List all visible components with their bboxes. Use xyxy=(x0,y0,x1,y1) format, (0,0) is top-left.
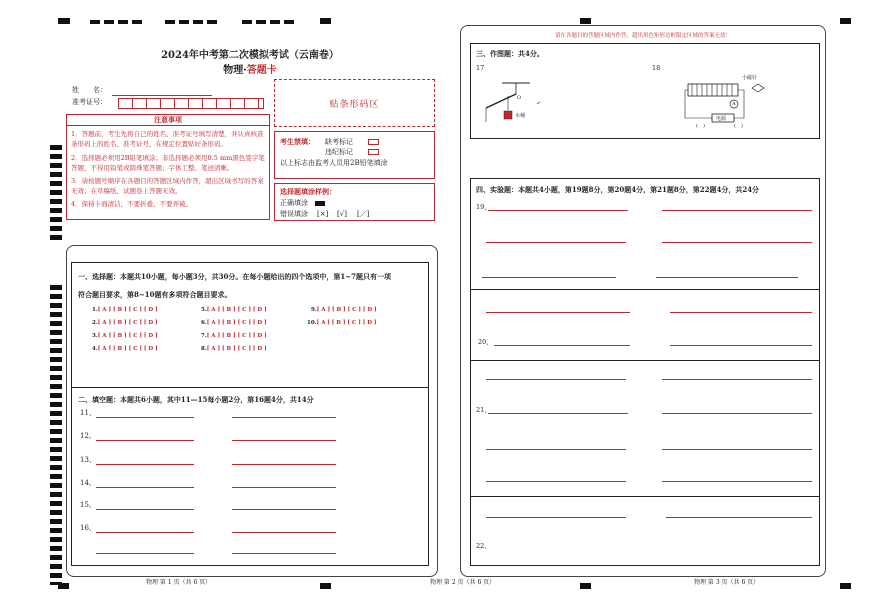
q18-label: 18 xyxy=(652,64,661,72)
notice-box xyxy=(66,114,270,220)
fill-sample-box xyxy=(274,183,435,221)
warning-text: 请在各题目的答题区域内作答，超出黑色矩形边框限定区域的答案无效！ xyxy=(554,33,731,39)
q19-label: 19、 xyxy=(476,203,491,211)
timing-mark xyxy=(580,18,591,24)
blank-13-b[interactable] xyxy=(232,464,336,465)
violation-mark-box[interactable] xyxy=(368,149,379,155)
section3-title: 三、作图题：共4分。 xyxy=(476,49,544,58)
q20-line[interactable] xyxy=(670,345,812,346)
q20-label: 20、 xyxy=(478,338,493,346)
mcq-3[interactable]: 3.[ A ] [ B ] [ C ] [ D ] xyxy=(92,333,158,339)
q21-line[interactable] xyxy=(488,413,628,414)
timing-mark xyxy=(165,20,219,24)
section1-title-line2: 符合题目要求，第8~10题有多项符合题目要求。 xyxy=(78,290,232,299)
notice-item-1: 1．答题前，考生先将自己的姓名、准考证号填写清楚，并认真核准条形码上的姓名、准考证号，在规定位置贴好条形码。 xyxy=(71,130,264,149)
barcode-label: 贴条形码区 xyxy=(329,99,380,110)
fig17-weight-label: 水桶 xyxy=(515,113,526,119)
q21-line[interactable] xyxy=(662,379,812,380)
q19-line[interactable] xyxy=(662,210,812,211)
blank-15-a[interactable] xyxy=(96,509,194,510)
name-field[interactable] xyxy=(112,95,212,96)
side-marks-upper xyxy=(50,145,62,240)
q19-line[interactable] xyxy=(662,242,812,243)
card-label: 答题卡 xyxy=(246,65,277,76)
wrong-mark-check: [√] xyxy=(337,210,347,218)
q21-line[interactable] xyxy=(662,413,812,414)
section2-box xyxy=(71,388,429,566)
wrong-mark-slash: [／] xyxy=(357,210,370,218)
section2-title: 二、填空题：本题共6小题，其中11—15每小题2分，第16题4分，共14分 xyxy=(78,395,314,404)
q19-line[interactable] xyxy=(486,242,626,243)
blank-11-a[interactable] xyxy=(96,417,194,418)
q21-label: 21、 xyxy=(476,406,491,414)
blank-12-b[interactable] xyxy=(232,440,336,441)
exam-id-label: 准考证号： xyxy=(72,98,107,106)
side-marks-lower xyxy=(50,285,62,585)
correct-fill-label: 正确填涂 xyxy=(280,199,308,207)
fig18-right-pole-label: ( ) xyxy=(734,123,743,129)
exam-title: 2024年中考第二次模拟考试（云南卷） xyxy=(161,50,339,61)
q20-line[interactable] xyxy=(486,312,630,313)
timing-mark xyxy=(840,583,851,589)
missing-label: 缺考标记 xyxy=(325,138,353,146)
timing-mark xyxy=(90,20,144,24)
blank-14-b[interactable] xyxy=(232,487,336,488)
q17-label: 17 xyxy=(476,64,485,72)
mcq-6[interactable]: 6.[ A ] [ B ] [ C ] [ D ] xyxy=(201,320,267,326)
section4-title: 四、实验题：本题共4小题，第19题8分，第20题4分，第21题8分，第22题4分，共24分 xyxy=(476,185,760,194)
q19-line[interactable] xyxy=(482,277,616,278)
blank-number-13: 13、 xyxy=(80,456,96,464)
fig17-pivot-label: O xyxy=(517,95,522,101)
blank-16-b[interactable] xyxy=(232,532,336,533)
blank-12-a[interactable] xyxy=(96,440,194,441)
mcq-10[interactable]: 10.[ A ] [ B ] [ C ] [ D ] xyxy=(307,320,377,326)
q21-line[interactable] xyxy=(486,379,626,380)
fig18-ammeter-label: A xyxy=(732,101,736,107)
blank-number-12: 12、 xyxy=(80,432,96,440)
blank-11-b[interactable] xyxy=(232,417,336,418)
timing-mark xyxy=(58,18,70,24)
timing-mark xyxy=(320,583,331,589)
q19-line[interactable] xyxy=(488,210,628,211)
notice-item-4: 4．保持卡面清洁，不要折叠、不要弄破。 xyxy=(71,199,193,208)
mcq-8[interactable]: 8.[ A ] [ B ] [ C ] [ D ] xyxy=(201,346,267,352)
violation-label: 违纪标记 xyxy=(325,148,353,156)
q21-line[interactable] xyxy=(662,481,812,482)
timing-mark xyxy=(242,20,296,24)
blank-16-a[interactable] xyxy=(96,532,194,533)
correct-fill-mark xyxy=(315,201,325,206)
q21-line[interactable] xyxy=(662,449,812,450)
blank-13-a[interactable] xyxy=(96,464,194,465)
blank-16-d[interactable] xyxy=(232,553,336,554)
fig18-source-label: 电源 xyxy=(716,116,727,122)
wrong-mark-x: [×] xyxy=(317,210,329,218)
blank-number-14: 14、 xyxy=(80,479,96,487)
fill-sample-title: 选择题填涂样例： xyxy=(280,187,336,196)
section4-divider xyxy=(470,496,820,497)
q22-line[interactable] xyxy=(486,517,626,518)
notice-item-2: 2．选择题必须用2B铅笔填涂；非选择题必须用0.5 mm黑色签字笔答题，不得用铅笔或圆珠笔答题；字体工整、笔迹清晰。 xyxy=(71,153,265,172)
notice-title: 注意事项 xyxy=(67,115,269,126)
q19-line[interactable] xyxy=(656,277,798,278)
q18-circuit-figure xyxy=(684,76,774,126)
q21-line[interactable] xyxy=(486,481,626,482)
name-label: 姓 名： xyxy=(72,86,107,94)
mcq-1[interactable]: 1.[ A ] [ B ] [ C ] [ D ] xyxy=(92,307,158,313)
mcq-7[interactable]: 7.[ A ] [ B ] [ C ] [ D ] xyxy=(201,333,267,339)
q17-lever-figure xyxy=(482,82,552,128)
blank-16-c[interactable] xyxy=(96,553,194,554)
footer-page-2: 物理 第 2 页（共 6 页） xyxy=(430,579,496,586)
blank-14-a[interactable] xyxy=(96,487,194,488)
q21-line[interactable] xyxy=(486,449,626,450)
wrong-fill-label: 错误填涂 xyxy=(280,210,308,218)
mcq-2[interactable]: 2.[ A ] [ B ] [ C ] [ D ] xyxy=(92,320,158,326)
q22-label: 22、 xyxy=(476,542,491,550)
prohibit-box xyxy=(274,131,435,179)
timing-mark xyxy=(580,583,591,589)
missing-mark-box[interactable] xyxy=(368,139,379,145)
q20-line[interactable] xyxy=(670,312,812,313)
timing-mark xyxy=(320,18,331,24)
exam-id-boxes[interactable] xyxy=(118,98,264,109)
q22-line[interactable] xyxy=(666,517,812,518)
blank-number-15: 15、 xyxy=(80,501,96,509)
footer-page-3: 物理 第 3 页（共 6 页） xyxy=(694,579,760,586)
mcq-4[interactable]: 4.[ A ] [ B ] [ C ] [ D ] xyxy=(92,346,158,352)
fig18-needle-label: 小磁针 xyxy=(742,75,758,81)
prohibit-note: 以上标志由监考人员用2B铅笔填涂 xyxy=(280,159,388,167)
section4-divider xyxy=(470,289,820,290)
barcode-area xyxy=(274,79,435,127)
mcq-5[interactable]: 5.[ A ] [ B ] [ C ] [ D ] xyxy=(201,307,267,313)
blank-number-11: 11、 xyxy=(80,409,96,417)
subject-label: 物理 xyxy=(223,65,244,76)
mcq-9[interactable]: 9.[ A ] [ B ] [ C ] [ D ] xyxy=(311,307,377,313)
footer-page-1: 物理 第 1 页（共 6 页） xyxy=(146,579,212,586)
section4-divider xyxy=(470,360,820,361)
blank-15-b[interactable] xyxy=(232,509,336,510)
q20-line[interactable] xyxy=(494,345,630,346)
card-subtitle: 物理·答题卡 xyxy=(223,65,277,76)
blank-number-16: 16、 xyxy=(80,524,96,532)
fig18-left-pole-label: ( ) xyxy=(696,123,705,129)
timing-mark xyxy=(840,18,851,24)
section4-box xyxy=(470,178,820,566)
notice-item-3: 3．请按题号顺序在各题目的答题区域内作答，超出区域书写的答案无效；在草稿纸、试题卷上答题无效。 xyxy=(71,176,264,195)
prohibit-title: 考生禁填： xyxy=(280,137,315,146)
section1-title-line1: 一、选择题：本题共10小题，每小题3分，共30分。在每小题给出的四个选项中，第1~7题只有一项 xyxy=(78,272,391,281)
